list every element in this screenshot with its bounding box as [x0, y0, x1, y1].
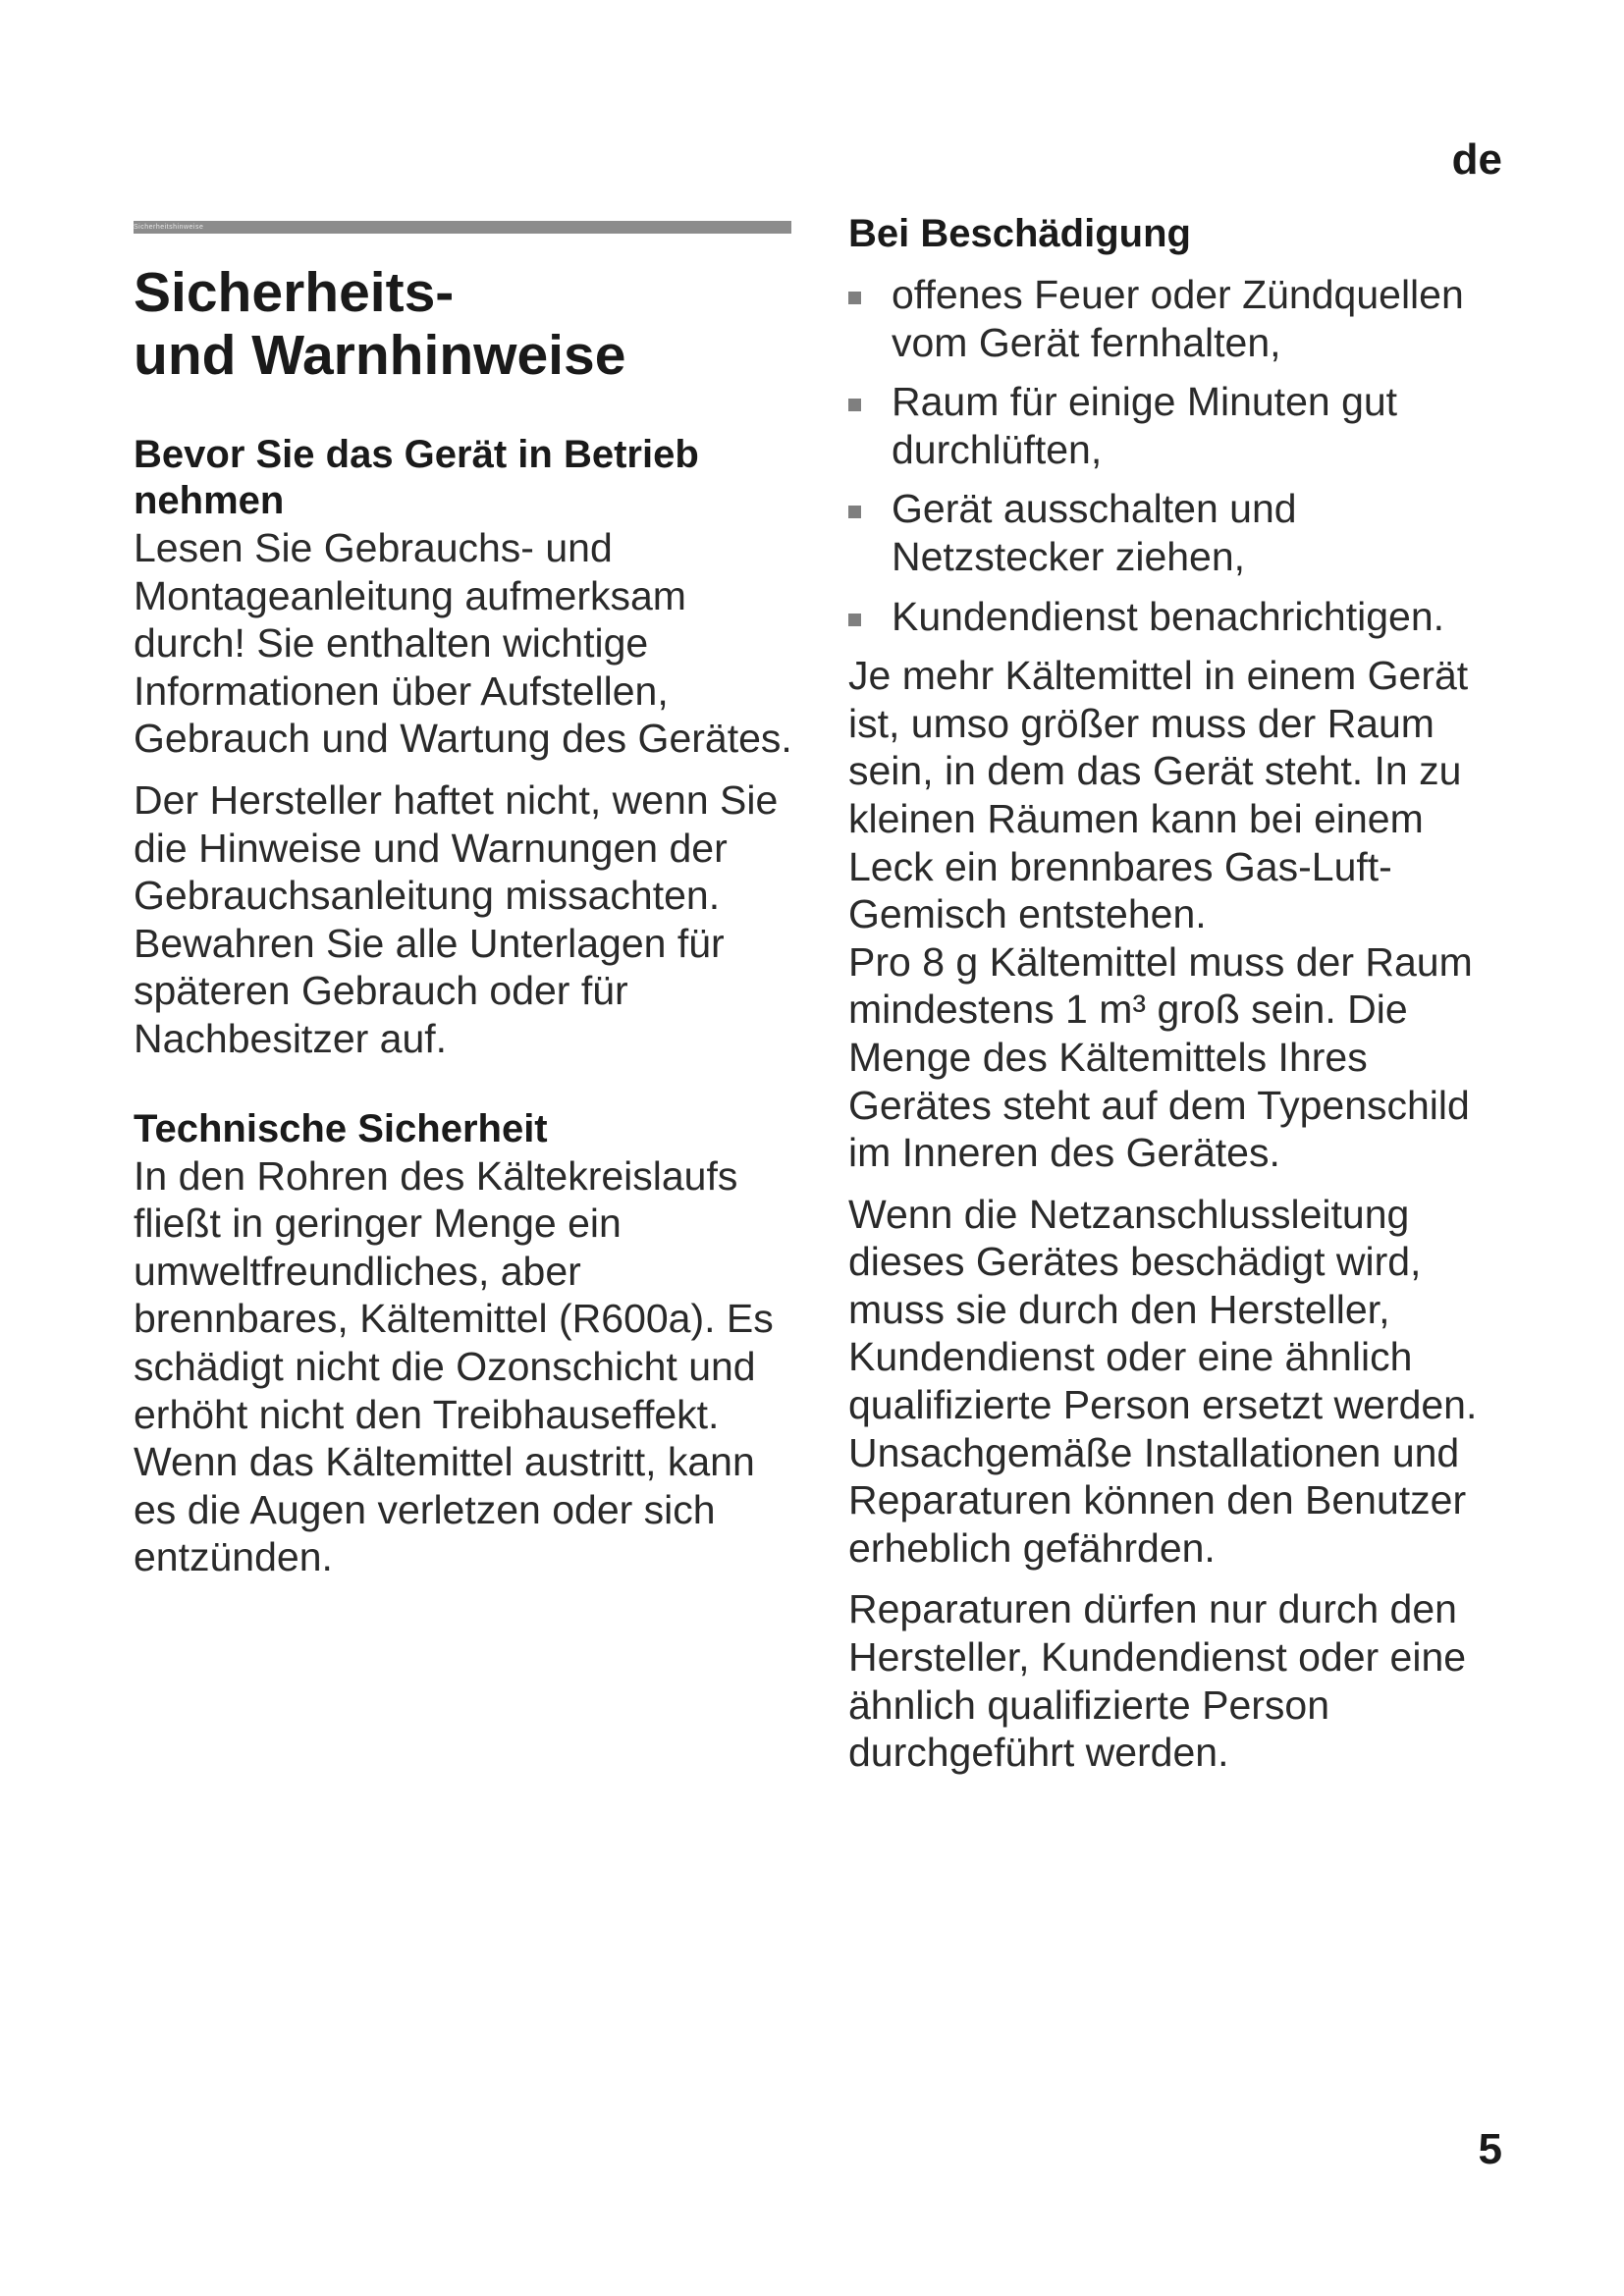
paragraph-read-instructions: Lesen Sie Gebrauchs- und Montageanleitung aufmerksam durch! Sie enthalten wichtige Informationen über Aufstellen, Gebrauch und Wartung des Gerätes.	[134, 525, 792, 762]
language-code: de	[1451, 135, 1502, 184]
paragraph-manufacturer-liability: Der Hersteller haftet nicht, wenn Sie die Hinweise und Warnungen der Gebrauchsanleitung missachten. Bewahren Sie alle Unterlagen für späteren Gebrauch oder für Nachbesitzer auf.	[134, 776, 779, 1061]
paragraph-room-size: Je mehr Kältemittel in einem Gerät ist, umso größer muss der Raum sein, in dem das Gerät steht. In zu kleinen Räumen kann bei einem Leck ein brennbares Gas-Luft-Gemisch entstehen.	[848, 653, 1469, 937]
square-bullet-icon	[848, 399, 861, 411]
list-item	[848, 485, 1516, 580]
heading-before-use: Bevor Sie das Gerät in Betrieb nehmen	[134, 433, 699, 522]
list-item	[848, 378, 1516, 473]
square-bullet-icon	[848, 506, 861, 518]
list-item-text: Kundendienst benachrichtigen.	[892, 593, 1445, 639]
section-rule-tag: Sicherheitshinweise	[134, 224, 204, 231]
damage-paragraphs	[848, 652, 1516, 1777]
square-bullet-icon	[848, 292, 861, 304]
list-item-text: offenes Feuer oder Zündquellen vom Gerät fernhalten,	[892, 272, 1464, 365]
list-item	[848, 271, 1516, 366]
paragraph-power-cord: Wenn die Netzanschlussleitung dieses Gerätes beschädigt wird, muss sie durch den Hersteller, Kundendienst oder eine ähnlich qualifizierte Person ersetzt werden. Unsachgemäße Installationen und Reparaturen können den Benutzer erheblich gefährden.	[848, 1191, 1478, 1571]
square-bullet-icon	[848, 614, 861, 626]
page-number: 5	[1478, 2125, 1502, 2173]
left-column	[134, 221, 793, 1581]
page-title	[134, 261, 793, 387]
heading-technical-safety: Technische Sicherheit	[134, 1106, 548, 1150]
paragraph-repairs: Reparaturen dürfen nur durch den Hersteller, Kundendienst oder eine ähnlich qualifizierte Person durchgeführt werden.	[848, 1586, 1467, 1776]
list-item-text: Raum für einige Minuten gut durchlüften,	[892, 379, 1398, 472]
section-divider	[134, 221, 791, 234]
paragraph-refrigerant-info: In den Rohren des Kältekreislaufs fließt in geringer Menge ein umweltfreundliches, aber brennbares, Kältemittel (R600a). Es schädigt nicht die Ozonschicht und erhöht nicht den Treibhauseffekt. Wenn das Kältemittel austritt, kann es die Augen verletzen oder sich entzünden.	[134, 1152, 774, 1580]
list-item	[848, 593, 1516, 641]
heading-damage: Bei Beschädigung	[848, 212, 1191, 255]
paragraph-room-volume: Pro 8 g Kältemittel muss der Raum mindestens 1 m³ groß sein. Die Menge des Kältemittels Ihres Gerätes steht auf dem Typenschild im Inneren des Gerätes.	[848, 938, 1473, 1176]
right-column	[848, 211, 1516, 1777]
page-title-line1: Sicherheits-	[134, 261, 455, 324]
list-item-text: Gerät ausschalten und Netzstecker ziehen,	[892, 486, 1297, 579]
page-title-line2: und Warnhinweise	[134, 324, 626, 387]
damage-steps-list	[848, 271, 1516, 640]
